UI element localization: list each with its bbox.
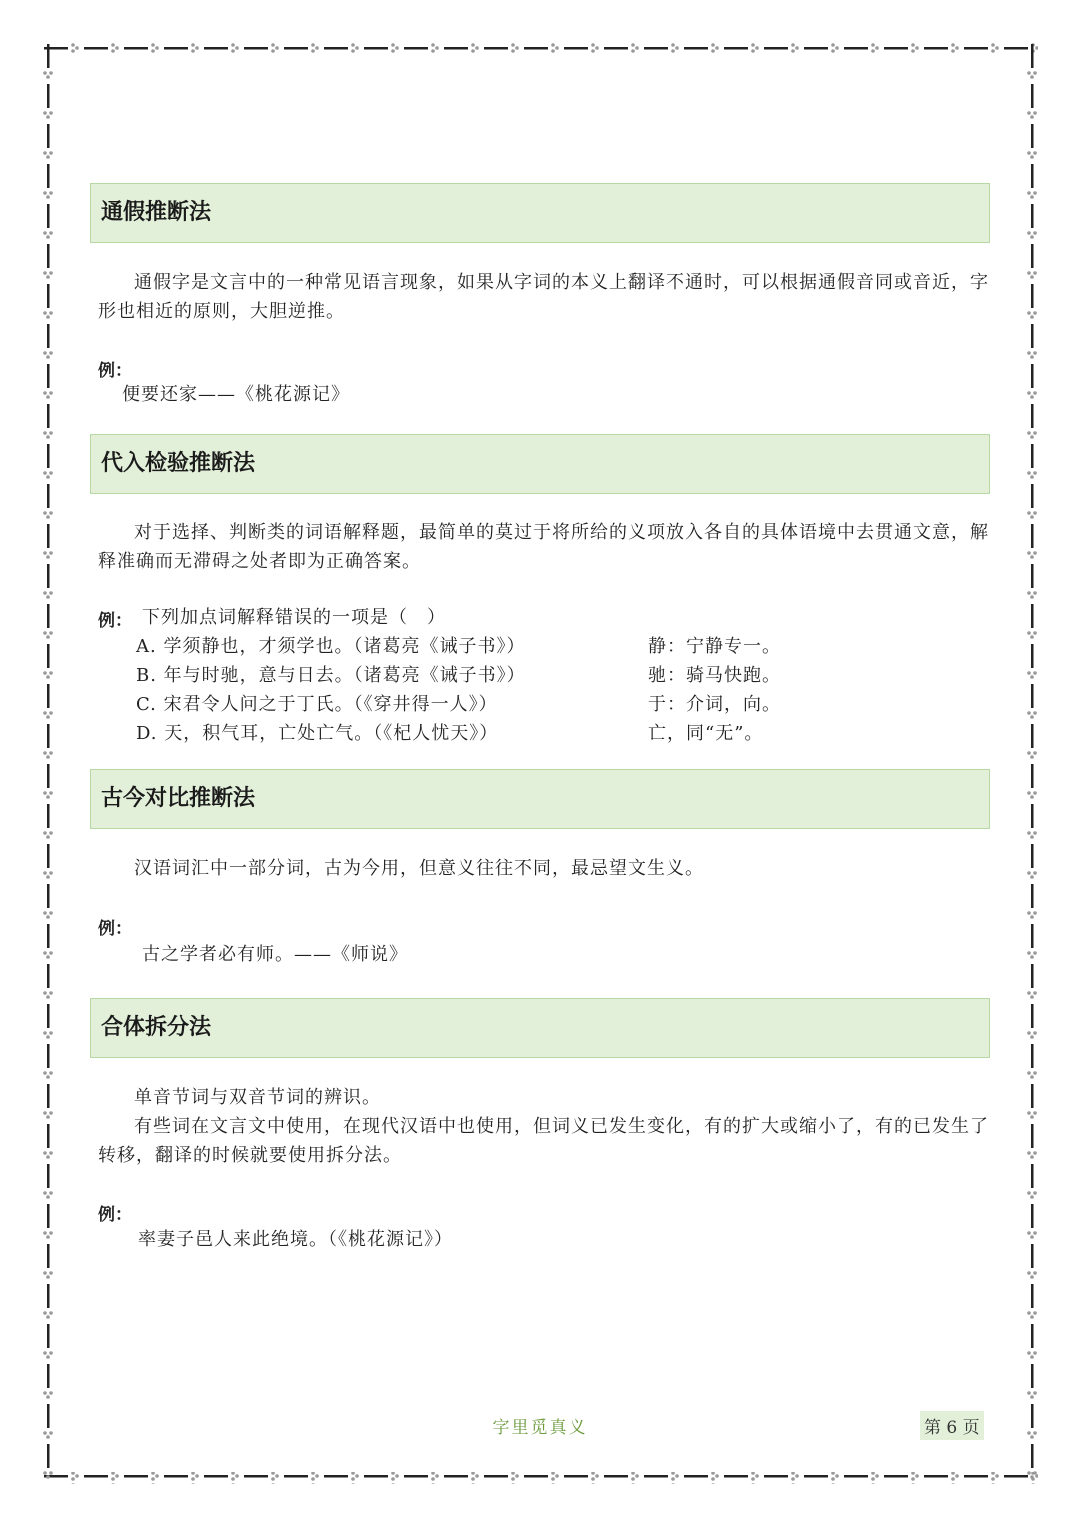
example-question: 下列加点词解释错误的一项是（ ）: [142, 607, 446, 628]
page-number: 第 6 页: [920, 1411, 984, 1440]
option-text: C. 宋君令人问之于丁氏。（《穿井得一人》）: [136, 694, 498, 715]
option-text: A. 学须静也，才须学也。（诸葛亮《诫子书》）: [136, 636, 526, 657]
example-label: 例：: [98, 1205, 132, 1225]
section-heading: 代入检验推断法: [90, 434, 990, 494]
page-border: [42, 42, 1038, 1484]
option-row: [136, 719, 764, 745]
option-note: 于：介词，向。: [648, 694, 781, 715]
example-label: 例：: [98, 919, 132, 939]
option-note: 静：宁静专一。: [648, 636, 781, 657]
option-text: D. 天，积气耳，亡处亡气。（《杞人忧天》）: [136, 723, 499, 744]
option-text: B. 年与时驰，意与日去。（诸葛亮《诫子书》）: [136, 665, 526, 686]
option-row: [136, 632, 781, 658]
section-heading: 通假推断法: [90, 183, 990, 243]
example-label: 例：: [98, 361, 132, 381]
option-row: [136, 661, 781, 687]
footer-title: 字里觅真义: [492, 1418, 588, 1438]
example-line: 古之学者必有师。——《师说》: [142, 944, 408, 965]
option-note: 驰：骑马快跑。: [648, 665, 781, 686]
option-row: [136, 690, 781, 716]
option-note: 亡，同“无”。: [648, 723, 764, 744]
section-paragraph: 有些词在文言文中使用，在现代汉语中也使用，但词义已发生变化，有的扩大或缩小了，有的已发生了转移，翻译的时候就要使用拆分法。: [98, 1116, 989, 1166]
section-paragraph: 单音节词与双音节词的辨识。: [134, 1087, 381, 1108]
section-paragraph: 对于选择、判断类的词语解释题，最简单的莫过于将所给的义项放入各自的具体语境中去贯通文意，解释准确而无滞碍之处者即为正确答案。: [98, 522, 989, 572]
section-heading: 合体拆分法: [90, 998, 990, 1058]
section-paragraph: 通假字是文言中的一种常见语言现象，如果从字词的本义上翻译不通时，可以根据通假音同或音近，字形也相近的原则，大胆逆推。: [98, 272, 989, 322]
section-heading: 古今对比推断法: [90, 769, 990, 829]
example-label: 例：: [98, 611, 132, 631]
example-line: 便要还家——《桃花源记》: [122, 384, 350, 405]
section-paragraph: 汉语词汇中一部分词，古为今用，但意义往往不同，最忌望文生义。: [134, 858, 704, 879]
example-line: 率妻子邑人来此绝境。（《桃花源记》）: [138, 1229, 453, 1250]
